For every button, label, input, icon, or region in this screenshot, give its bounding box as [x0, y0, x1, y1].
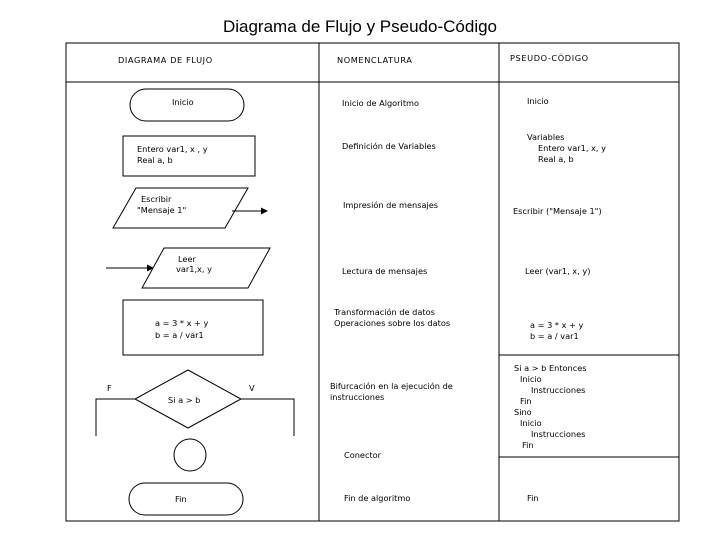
print-nomenclature: Impresión de mensajes [343, 200, 439, 210]
read-nomenclature: Lectura de mensajes [342, 266, 428, 276]
header-flow-diagram: DIAGRAMA DE FLUJO [118, 55, 213, 65]
decision-pseudo-line-6: Inicio [520, 418, 542, 428]
decision-true-branch-line [241, 399, 294, 436]
decision-false-label: F [107, 383, 112, 393]
decision-pseudo-line-7: Instrucciones [531, 429, 586, 439]
start-nomenclature: Inicio de Algoritmo [342, 98, 420, 108]
definition-label-line-2: Real a, b [137, 155, 173, 165]
decision-pseudo-line-4: Fin [520, 396, 532, 406]
definition-pseudo-line-3: Real a, b [538, 154, 574, 164]
definition-pseudo-line-2: Entero var1, x, y [538, 143, 606, 153]
decision-pseudo-line-1: Si a > b Entonces [514, 363, 587, 373]
read-label-line-2: var1,x, y [176, 264, 212, 274]
start-terminal-label: Inicio [172, 97, 194, 107]
end-pseudo-line: Fin [527, 493, 539, 503]
definition-label-line-1: Entero var1, x , y [137, 144, 208, 154]
decision-nomenclature-line-2: instrucciones [330, 392, 385, 402]
process-pseudo-line-1: a = 3 * x + y [530, 320, 584, 330]
slide-title: Diagrama de Flujo y Pseudo-Código [222, 17, 498, 36]
header-nomenclature: NOMENCLATURA [337, 55, 413, 65]
decision-pseudo-line-2: Inicio [520, 374, 542, 384]
process-nomenclature-line-1: Transformación de datos [334, 307, 435, 317]
definition-pseudo-line-1: Variables [527, 132, 565, 142]
read-pseudo-line: Leer (var1, x, y) [525, 266, 591, 276]
print-label-line-1: Escribir [141, 194, 172, 204]
header-pseudo-code: PSEUDO-CÓDIGO [510, 53, 589, 63]
decision-pseudo-line-5: Sino [514, 407, 532, 417]
connector-circle-shape [174, 439, 206, 471]
start-pseudo-line: Inicio [527, 96, 549, 106]
connector-nomenclature: Conector [344, 450, 382, 460]
print-output-arrowhead [261, 208, 268, 215]
decision-pseudo-line-8: Fin [522, 440, 534, 450]
print-pseudo-line: Escribir ("Mensaje 1") [513, 206, 602, 216]
process-label-line-2: b = a / var1 [155, 330, 204, 340]
end-terminal-label: Fin [175, 494, 187, 504]
print-label-line-2: "Mensaje 1" [137, 205, 187, 215]
decision-nomenclature-line-1: Bifurcación en la ejecución de [330, 381, 453, 391]
end-nomenclature: Fin de algoritmo [344, 493, 411, 503]
decision-pseudo-line-3: Instrucciones [531, 385, 586, 395]
process-pseudo-line-2: b = a / var1 [530, 331, 579, 341]
decision-label: Si a > b [168, 395, 201, 405]
decision-true-label: V [249, 383, 255, 393]
definition-nomenclature: Definición de Variables [342, 141, 436, 151]
read-label-line-1: Leer [178, 254, 196, 264]
process-nomenclature-line-2: Operaciones sobre los datos [334, 318, 451, 328]
process-label-line-1: a = 3 * x + y [155, 318, 209, 328]
decision-false-branch-line [96, 399, 135, 436]
